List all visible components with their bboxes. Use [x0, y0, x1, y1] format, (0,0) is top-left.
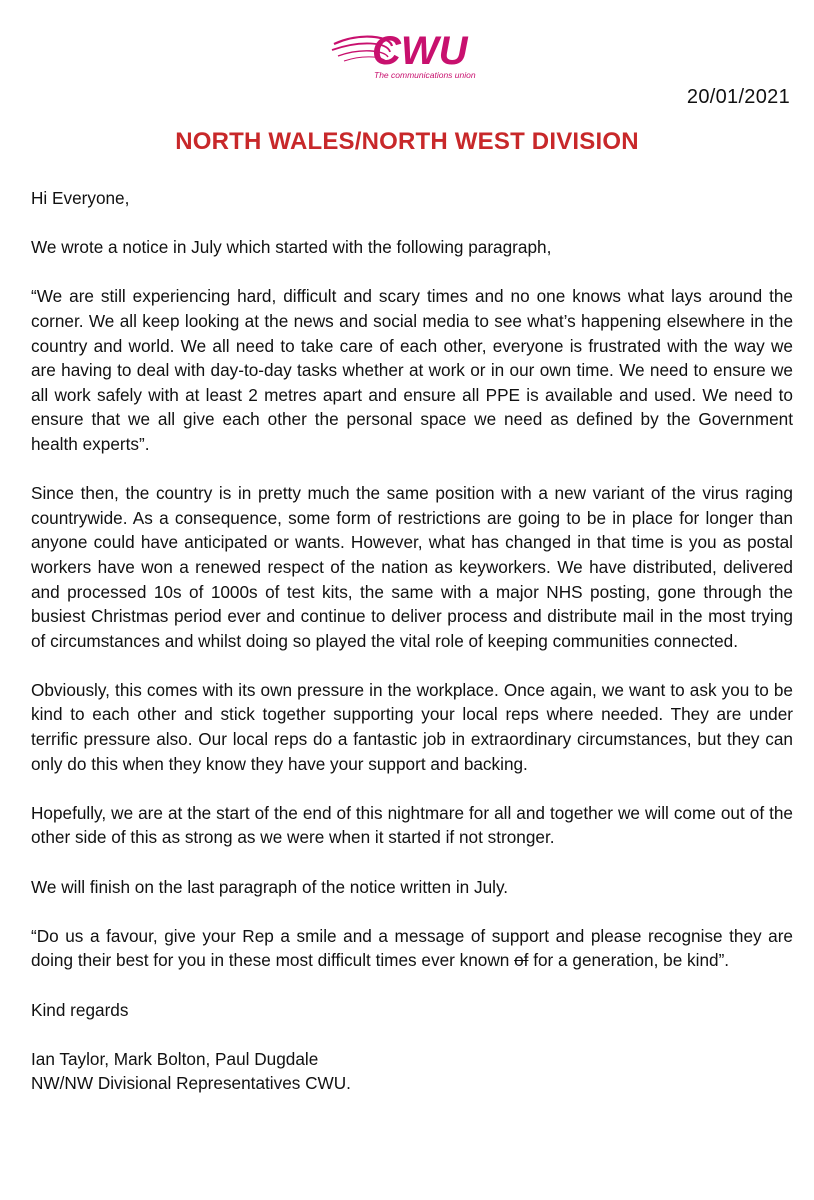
- logo-wordmark: CWU: [372, 29, 468, 73]
- letter-date: 20/01/2021: [686, 86, 790, 108]
- cwu-logo-graphic: [330, 22, 510, 84]
- signatories: Ian Taylor, Mark Bolton, Paul Dugdale: [31, 1048, 319, 1069]
- division-heading: NORTH WALES/NORTH WEST DIVISION: [175, 128, 639, 155]
- letter-body: [31, 186, 793, 1121]
- struck-word: of: [514, 950, 529, 971]
- signature-block: [31, 1047, 793, 1096]
- greeting: Hi Everyone,: [31, 188, 130, 208]
- paragraph-intro: We wrote a notice in July which started with the following paragraph,: [31, 237, 552, 258]
- paragraph-finish: We will finish on the last paragraph of the notice written in July.: [31, 876, 509, 897]
- cwu-logo: [330, 22, 510, 84]
- signature-title: NW/NW Divisional Representatives CWU.: [31, 1073, 351, 1094]
- paragraph-quote-favour: [31, 924, 793, 973]
- paragraph-quote-july: “We are still experiencing hard, difficult and scary times and no one knows what lays around the corner. We all keep looking at the news and social media to see what’s happening elsewhere in the country and world. We all need to take care of each other, everyone is frustrated with the way we are having to deal with day-to-day tasks whether at work or in our own time. We need to ensure we all work safely with at least 2 metres apart and ensure all PPE is available and used. We need to ensure that we all give each other the personal space we need as defined by the Government health experts”.: [31, 286, 793, 454]
- paragraph-hopefully: Hopefully, we are at the start of the end of this nightmare for all and together we will come out of the other side of this as strong as we were when it started if not stronger.: [31, 802, 793, 848]
- closing: Kind regards: [31, 999, 129, 1020]
- favour-text-start: “Do us a favour, give your Rep a smile and a message of support and please recognise they are doing their best for you in these most difficult times ever known: [31, 925, 793, 971]
- paragraph-pressure: Obviously, this comes with its own pressure in the workplace. Once again, we want to ask you to be kind to each other and stick together supporting your local reps where needed. They are under terrific pressure also. Our local reps do a fantastic job in extraordinary circumstances, but they can only do this when they know they have your support and backing.: [31, 679, 793, 774]
- paragraph-since-then: Since then, the country is in pretty much the same position with a new variant of the virus raging countrywide. As a consequence, some form of restrictions are going to be in place for longer than anyone could have anticipated or wants. However, what has changed in that time is you as postal workers have won a renewed respect of the nation as keyworkers. We have distributed, delivered and processed 10s of 1000s of test kits, the same with a major NHS posting, gone through the busiest Christmas period ever and continue to deliver process and distribute mail in the most trying of circumstances and whilst doing so played the vital role of keeping communities connected.: [31, 483, 793, 651]
- logo-tagline: The communications union: [374, 70, 476, 80]
- favour-text-end: for a generation, be kind”.: [528, 950, 730, 971]
